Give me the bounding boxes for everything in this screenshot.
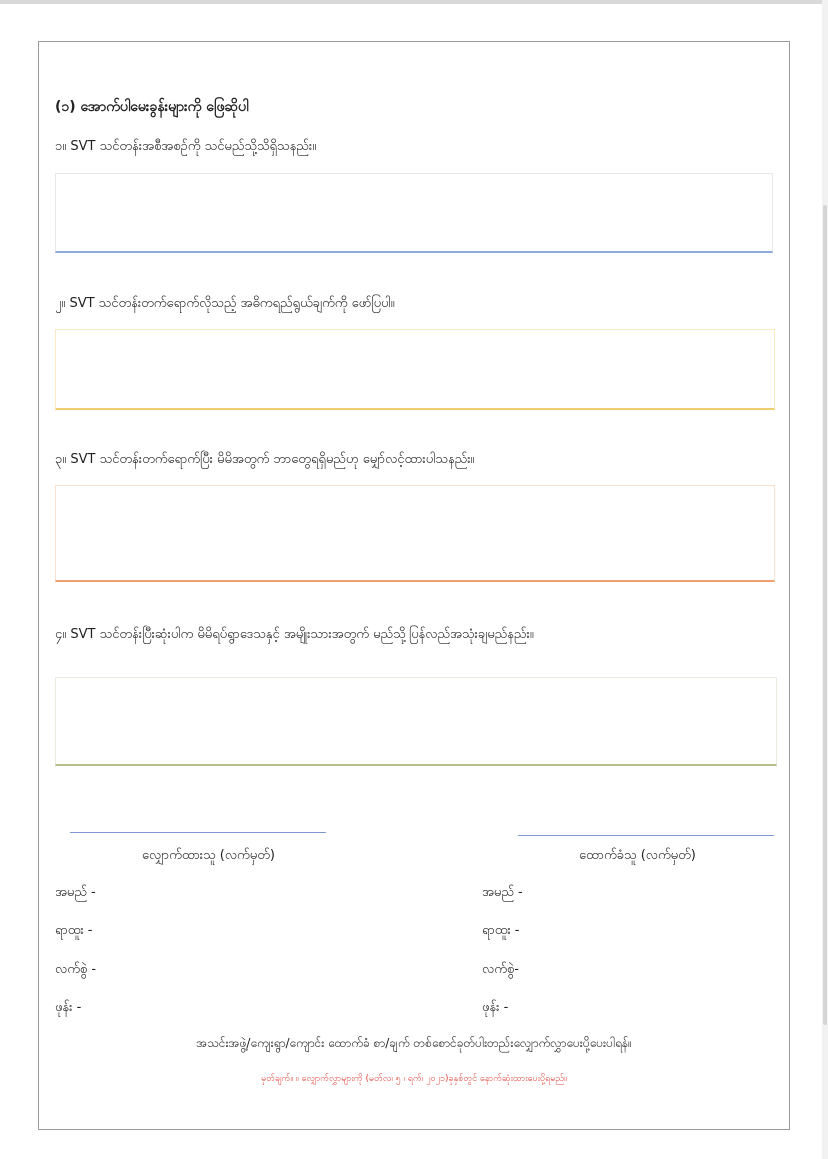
answer-box-1[interactable] xyxy=(55,173,773,253)
endorser-phone-label: ဖုန်း - xyxy=(482,1000,509,1015)
answer-box-4[interactable] xyxy=(55,677,777,766)
applicant-signature-label: လက်စွဲ - xyxy=(55,962,97,977)
section-heading: (၁) အောက်ပါမေးခွန်းများကို ဖြေဆိုပါ xyxy=(55,99,249,115)
answer-box-3[interactable] xyxy=(55,485,775,582)
applicant-signature-line xyxy=(70,832,326,833)
endorser-title: ထောက်ခံသူ (လက်မှတ်) xyxy=(579,848,696,863)
question-3: ၃။ SVT သင်တန်းတက်ရောက်ပြီး မိမိအတွက် ဘာတွေရရှိမည်ဟု မျှော်လင့်ထားပါသနည်း။ xyxy=(55,452,475,467)
submission-notice: အသင်းအဖွဲ့/ကျေးရွာ/ကျောင်း ထောက်ခံ စာ/ချက် တစ်စောင်ခုတ်ပါးတည်းလျှောက်လွှာပေးပို့ပေးပါရန်။ xyxy=(196,1036,632,1050)
question-2: ၂။ SVT သင်တန်းတက်ရောက်လိုသည့် အဓိကရည်ရွယ်ချက်ကို ဖော်ပြပါ။ xyxy=(55,296,395,311)
deadline-note: မှတ်ချက်။ ။ လျှောက်လွှာများကို (မတ်လ၊ ၅ ၊ ရက်၊ ၂၀၂၁)ခုနှစ်တွင် နောက်ဆုံးထားပေးပို့ရမည်။ xyxy=(261,1074,567,1084)
applicant-title: လျှောက်ထားသူ (လက်မှတ်) xyxy=(142,848,275,863)
vertical-scrollbar[interactable] xyxy=(822,0,828,1159)
endorser-signature-label: လက်စွဲ- xyxy=(482,962,519,977)
endorser-signature-line xyxy=(518,835,774,836)
endorser-name-label: အမည် - xyxy=(482,885,523,900)
answer-box-2[interactable] xyxy=(55,329,775,410)
scrollbar-thumb[interactable] xyxy=(823,205,827,1025)
applicant-name-label: အမည် - xyxy=(55,885,96,900)
question-1: ၁။ SVT သင်တန်းအစီအစဉ်ကို သင်မည်သို့သိရှိသနည်း။ xyxy=(55,139,317,154)
applicant-phone-label: ဖုန်း - xyxy=(55,1000,82,1015)
endorser-position-label: ရာထူး - xyxy=(482,923,520,938)
question-4: ၄။ SVT သင်တန်းပြီးဆုံးပါက မိမိရပ်ရွာဒေသနှင့် အမျိုးသားအတွက် မည်သို့ပြန်လည်အသုံးချမည်နည်း။ xyxy=(55,627,534,642)
form-page xyxy=(38,41,790,1130)
applicant-position-label: ရာထူး - xyxy=(55,923,93,938)
